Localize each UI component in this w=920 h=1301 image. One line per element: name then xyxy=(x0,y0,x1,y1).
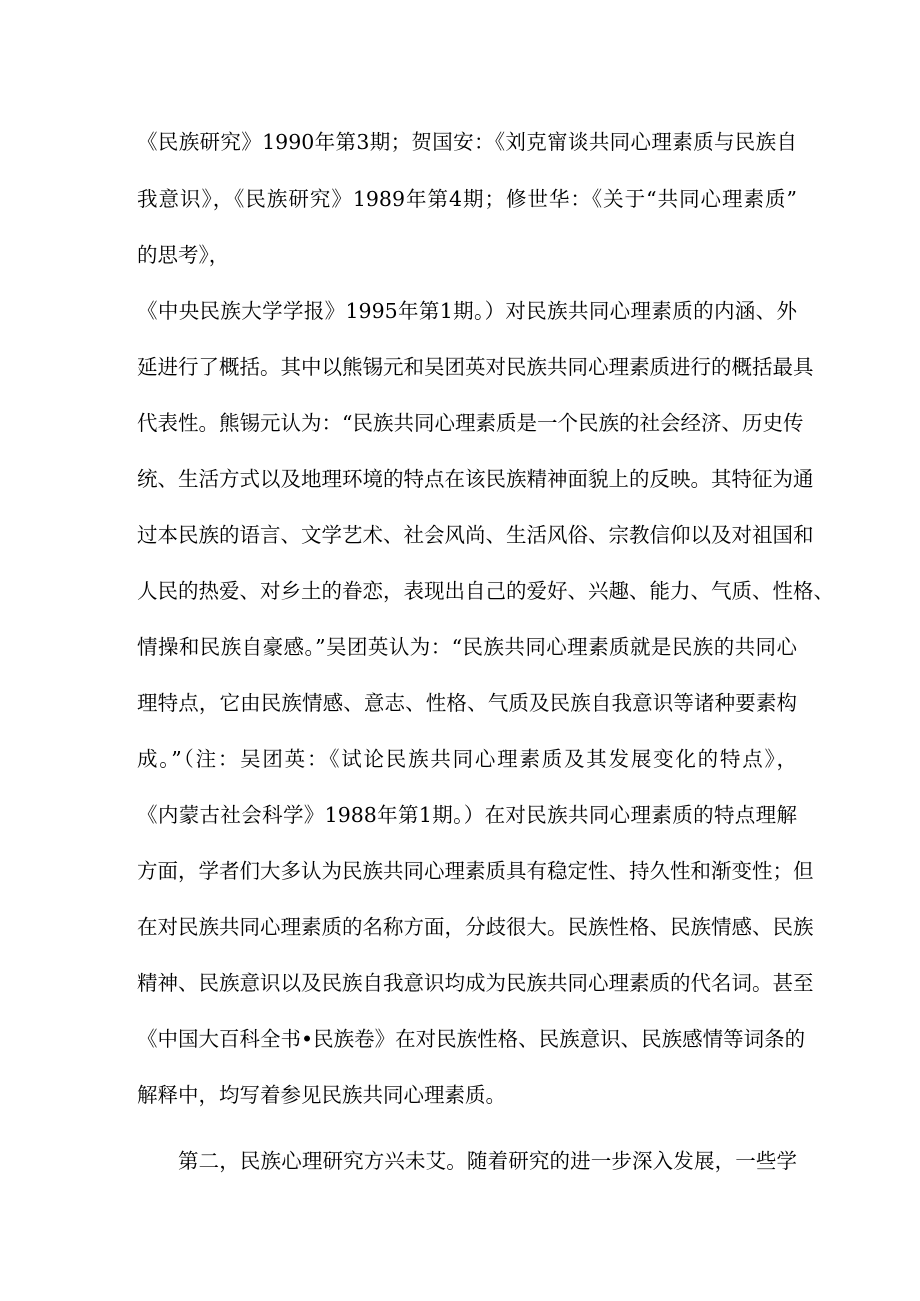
text-line: 理特点，它由民族情感、意志、性格、气质及民族自我意识等诸种要素构 xyxy=(137,691,797,715)
text-line: 在对民族共同心理素质的名称方面，分歧很大。民族性格、民族情感、民族 xyxy=(137,915,814,939)
text-line: 过本民族的语言、文学艺术、社会风尚、生活风俗、宗教信仰以及对祖国和 xyxy=(137,523,814,547)
text-line: 精神、民族意识以及民族自我意识均成为民族共同心理素质的代名词。甚至 xyxy=(137,971,814,995)
text-line: 成。”（注：吴团英：《试论民族共同心理素质及其发展变化的特点》， xyxy=(137,747,797,771)
text-line: 解释中，均写着参见民族共同心理素质。 xyxy=(137,1083,506,1107)
text-line: 代表性。熊锡元认为：“民族共同心理素质是一个民族的社会经济、历史传 xyxy=(137,411,804,435)
text-line: 情操和民族自豪感。”吴团英认为：“民族共同心理素质就是民族的共同心 xyxy=(137,635,797,659)
text-line: 《中央民族大学学报》1995年第1期。）对民族共同心理素质的内涵、外 xyxy=(137,299,797,323)
text-line: 《内蒙古社会科学》1988年第1期。）在对民族共同心理素质的特点理解 xyxy=(137,803,797,827)
text-line: 的思考》， xyxy=(137,243,230,267)
text-line: 方面，学者们大多认为民族共同心理素质具有稳定性、持久性和渐变性；但 xyxy=(137,859,814,883)
text-line: 我意识》，《民族研究》1989年第4期；修世华：《关于“共同心理素质” xyxy=(137,187,797,211)
text-line: 人民的热爱、对乡土的眷恋，表现出自己的爱好、兴趣、能力、气质、性格、 xyxy=(137,579,834,603)
text-line: 《民族研究》1990年第3期；贺国安：《刘克甯谈共同心理素质与民族自 xyxy=(137,130,797,154)
text-line: 《中国大百科全书•民族卷》在对民族性格、民族意识、民族感情等词条的 xyxy=(137,1027,806,1051)
text-line: 延进行了概括。其中以熊锡元和吴团英对民族共同心理素质进行的概括最具 xyxy=(137,355,814,379)
paragraph-first-line: 第二，民族心理研究方兴未艾。随着研究的进一步深入发展，一些学 xyxy=(178,1149,797,1173)
text-line: 统、生活方式以及地理环境的特点在该民族精神面貌上的反映。其特征为通 xyxy=(137,467,814,491)
